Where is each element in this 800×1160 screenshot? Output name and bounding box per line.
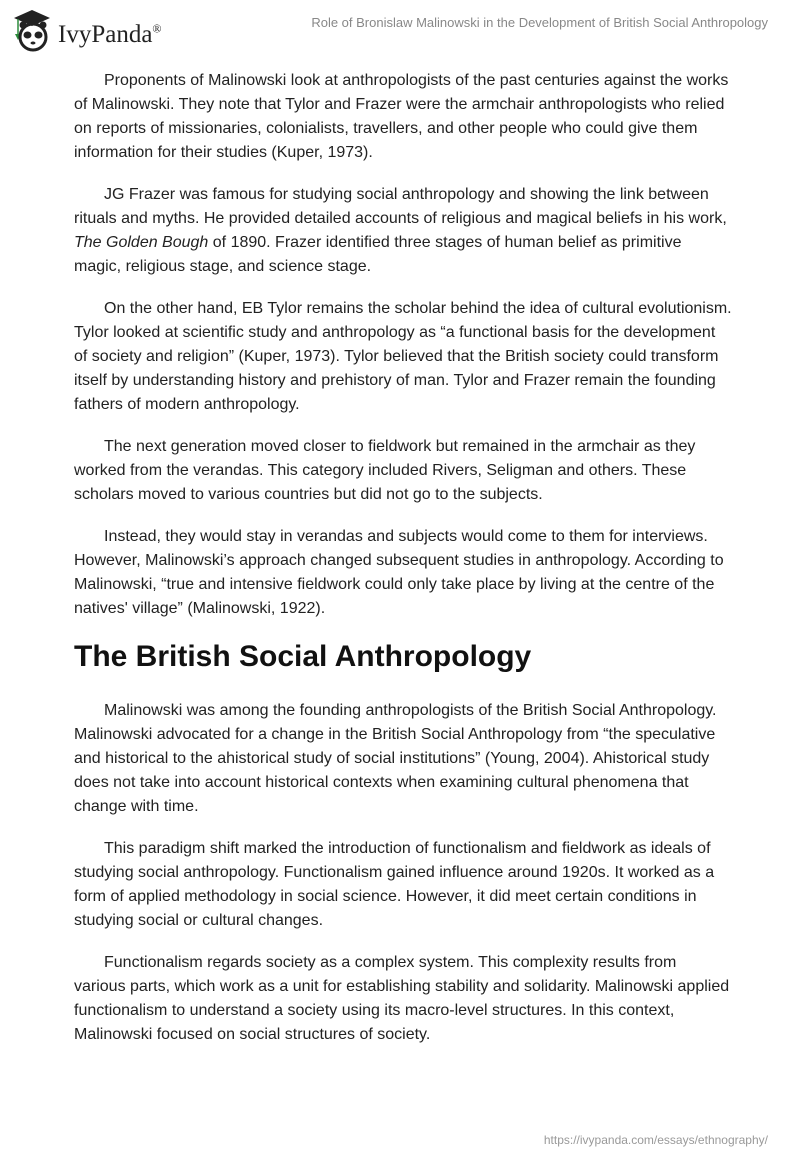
paragraph: JG Frazer was famous for studying social anthropology and showing the link between rituals and myths. He provided detailed accounts of religious and magical beliefs in his work, The Golden Bough of 1890. Frazer identified three stages of human belief as primitive magic, religious stage, and science stage. — [74, 186, 727, 275]
paragraph: The next generation moved closer to fieldwork but remained in the armchair as they worked from the verandas. This category included Rivers, Seligman and others. These scholars moved to various countries but did not go to the subjects. — [74, 438, 696, 503]
document-title: Role of Bronislaw Malinowski in the Development of British Social Anthropology — [311, 15, 768, 30]
essay-body — [74, 69, 732, 1065]
paragraph: Malinowski was among the founding anthropologists of the British Social Anthropology. Malinowski advocated for a change in the British Social Anthropology from “the speculative and historical to the ahistorical study of social institutions” (Young, 2004). Ahistorical study does not take into account historical contexts when examining cultural phenomena that change with time. — [74, 702, 717, 815]
paragraph: Proponents of Malinowski look at anthropologists of the past centuries against the works of Malinowski. They note that Tylor and Frazer were the armchair anthropologists who relied on reports of missionaries, colonialists, travellers, and other people who could give them information for their studies (Kuper, 1973). — [74, 72, 729, 161]
page-header — [0, 0, 800, 60]
panda-graduate-icon — [12, 8, 52, 52]
ivypanda-logo[interactable] — [12, 8, 162, 52]
source-url-link[interactable]: https://ivypanda.com/essays/ethnography/ — [543, 1133, 768, 1147]
book-title: The Golden Bough — [74, 234, 209, 251]
logo-text: IvyPanda® — [58, 21, 162, 48]
section-heading: The British Social Anthropology — [74, 640, 532, 673]
paragraph: Functionalism regards society as a complex system. This complexity results from various parts, which work as a unit for establishing stability and solidarity. Malinowski applied functionalism to understand a society using its macro-level structures. In this context, Malinowski focused on social structures of society. — [74, 954, 730, 1043]
paragraph: This paradigm shift marked the introduction of functionalism and fieldwork as ideals of studying social anthropology. Functionalism gained influence around 1920s. It worked as a form of applied methodology in social science. However, it did meet certain conditions in studying social or cultural changes. — [74, 840, 715, 929]
paragraph: Instead, they would stay in verandas and subjects would come to them for interviews. However, Malinowski’s approach changed subsequent studies in anthropology. According to Malinowski, “true and intensive fieldwork could only take place by living at the centre of the natives' village” (Malinowski, 1922). — [74, 528, 724, 617]
paragraph: On the other hand, EB Tylor remains the scholar behind the idea of cultural evolutionism. Tylor looked at scientific study and anthropology as “a functional basis for the development of society and religion” (Kuper, 1973). Tylor believed that the British society could transform itself by understanding history and prehistory of man. Tylor and Frazer remain the founding fathers of modern anthropology. — [74, 300, 732, 413]
